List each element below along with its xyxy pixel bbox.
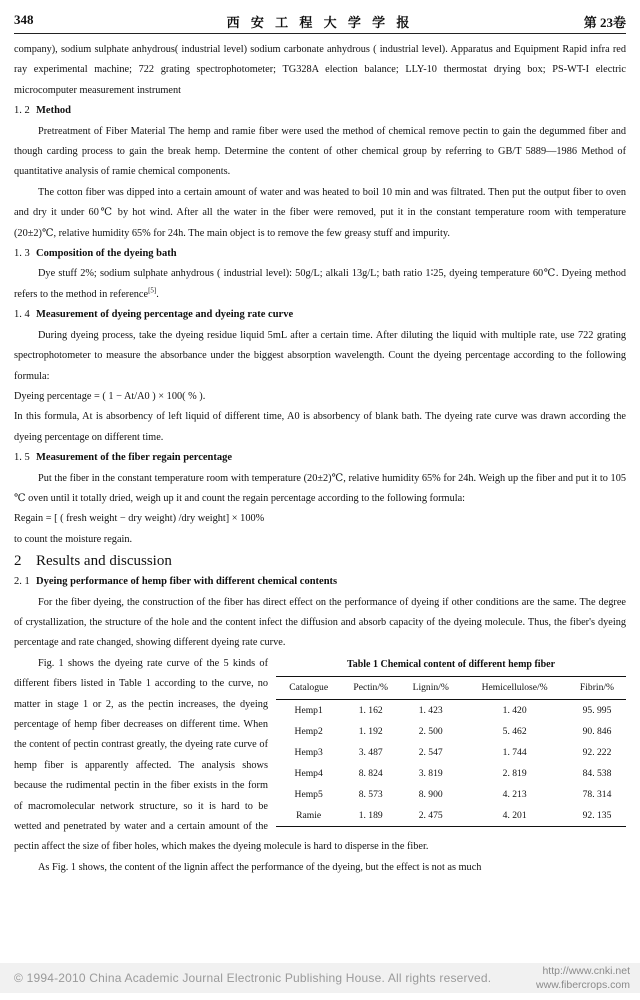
paragraph: Fig. 1 shows the dyeing rate curve of the 5 kinds of different fibers listed in Table 1 according to the curve, no matter in stage 1 or 2, as the pectin increases, the dyeing percentage of hemp fiber decreases on different time. When the content of pectin contrast greatly, the dyeing rate curve of hemp fiber is apparently affected. The analysis shows because the rudimental pectin in the fiber exists in the form of macromolecular network structure, so it is hard to be wetted and penetrated by water and a certain amount of the pectin affect the size of fiber holes, which makes the dyeing molecule is hard to disperse in the fiber. — [14, 657, 429, 853]
table-cell: Hemp5 — [294, 788, 323, 800]
table-cell: 3. 487 — [358, 746, 383, 758]
paragraph: As Fig. 1 shows, the content of the lignin affect the performance of the dyeing, but the effect is not as much — [38, 861, 482, 873]
section-heading-1-5 — [14, 448, 626, 468]
table-cell: 8. 900 — [418, 788, 443, 800]
paragraph: Put the fiber in the constant temperature room with temperature (20±2)℃, relative humidity 65% for 24h. Weigh up the fiber and put it to 105 ℃ oven until it totally dried, weigh up it and count the regain percentage according to the following formula: — [14, 472, 626, 504]
table-row — [276, 784, 626, 805]
section-number: 1. 5 — [14, 452, 30, 464]
table-cell: 4. 201 — [461, 805, 568, 827]
page-number: 348 — [14, 12, 34, 27]
table-cell: 95. 995 — [582, 704, 612, 716]
watermark-fibercrops[interactable]: www.fibercrops.com — [536, 979, 630, 991]
intro-paragraph: company), sodium sulphate anhydrous( industrial level) sodium carbonate anhydrous ( industrial level). Apparatus and Equipment Rapid infra red ray experimental machine; 722 grating spectrophotometer; TG328A election balance; LLY-10 thermostat drying box; PS-WT-I electric microcomputer measurement instrument — [14, 44, 626, 96]
header-rule — [14, 33, 626, 34]
section-title: Measurement of dyeing percentage and dyeing rate curve — [36, 309, 294, 321]
table-row — [276, 805, 626, 827]
table-cell: 2. 547 — [418, 746, 443, 758]
table-cell: 2. 819 — [502, 767, 527, 779]
table-cell: 4. 213 — [502, 788, 527, 800]
section-title: Results and discussion — [36, 553, 172, 570]
table-cell: 1. 744 — [502, 746, 527, 758]
copyright-notice: © 1994-2010 China Academic Journal Electronic Publishing House. All rights reserved. — [14, 971, 492, 985]
table-row — [276, 742, 626, 763]
paragraph: For the fiber dyeing, the construction of the fiber has direct effect on the performance of dyeing if other conditions are the same. The degree of crystallization, the structure of the hole and the content infect the diffusion and absorb capacity of the dyeing molecule. Thus, the fiber's dyeing percentage and rate changed, showing different dyeing rate curve. — [14, 596, 626, 649]
section-heading-2-1 — [14, 572, 626, 592]
reference-marker[interactable]: [5] — [148, 286, 157, 295]
table-cell: 1. 420 — [502, 704, 527, 716]
section-title: Composition of the dyeing bath — [36, 248, 177, 260]
journal-title: 西 安 工 程 大 学 学 报 — [226, 15, 414, 30]
table-cell: Hemp3 — [294, 746, 323, 758]
table-cell: 1. 423 — [418, 704, 443, 716]
section-title: Method — [36, 105, 71, 117]
table-cell: 78. 314 — [582, 788, 612, 800]
column-header: Hemicellulose/% — [461, 676, 568, 699]
column-header: Fibrin/% — [568, 676, 626, 699]
table-cell: 1. 192 — [358, 725, 383, 737]
running-header — [14, 12, 626, 32]
table-cell: Hemp4 — [294, 767, 323, 779]
dyeing-percentage-formula: Dyeing percentage = ( 1 − At/A0 ) × 100( % ). — [14, 390, 206, 402]
column-header: Catalogue — [276, 676, 341, 699]
paragraph-text: Dye stuff 2%; sodium sulphate anhydrous ( industrial level): 50g/L; alkali 13g/L; bath ratio 1∶25, dyeing temperature 60℃. Dyeing method refers to the method in reference — [14, 268, 626, 300]
chemical-content-table — [276, 676, 626, 827]
paragraph: In this formula, At is absorbency of left liquid of different time, A0 is absorbency of blank bath. The dyeing rate curve was drawn according the dyeing percentage on different time. — [14, 411, 626, 443]
table-cell: 84. 538 — [582, 767, 612, 779]
table-cell: 3. 819 — [418, 767, 443, 779]
paragraph: During dyeing process, take the dyeing residue liquid 5mL after a certain time. After diluting the liquid with multiple rate, use 722 grating spectrophotometer to measure the absorbance under the biggest absorption wavelength. Count the dyeing percentage according to the following formula: — [14, 329, 626, 382]
volume-label: 第 23卷 — [583, 15, 626, 30]
table-cell: 92. 135 — [568, 805, 626, 827]
paragraph: to count the moisture regain. — [14, 533, 133, 545]
section-number: 1. 3 — [14, 248, 30, 260]
section-heading-1-3 — [14, 244, 626, 264]
table-cell: 2. 475 — [400, 805, 461, 827]
table-row — [276, 699, 626, 721]
section-number: 2. 1 — [14, 576, 30, 588]
section-heading-2 — [14, 550, 626, 572]
column-header: Pectin/% — [341, 676, 400, 699]
section-heading-1-4 — [14, 305, 626, 325]
table-header-row — [276, 676, 626, 699]
table-cell: 92. 222 — [582, 746, 612, 758]
watermark-cnki[interactable]: http://www.cnki.net — [542, 965, 630, 977]
table-1 — [276, 656, 626, 827]
table-row — [276, 763, 626, 784]
copyright-footer — [0, 963, 640, 993]
watermark — [536, 964, 630, 992]
body-text — [14, 40, 626, 878]
table-cell: 1. 189 — [341, 805, 400, 827]
table-cell: 1. 162 — [358, 704, 383, 716]
table-cell: Ramie — [276, 805, 341, 827]
paragraph — [14, 264, 626, 305]
table-cell: 5. 462 — [502, 725, 527, 737]
section-number: 2 — [14, 553, 22, 570]
paragraph-end: . — [156, 288, 159, 300]
column-header: Lignin/% — [400, 676, 461, 699]
paragraph: Pretreatment of Fiber Material The hemp and ramie fiber were used the method of chemical remove pectin to gain the degummed fiber and though carding process to gain the break hemp. Determine the content of other chemical group by referring to GB/T 5889—1986 Method of quantitative analysis of ramie chemical components. — [14, 125, 626, 178]
regain-formula: Regain = [ ( fresh weight − dry weight) /dry weight] × 100% — [14, 513, 265, 525]
table-cell: 8. 824 — [358, 767, 383, 779]
section-heading-1-2 — [14, 101, 626, 121]
table-cell: Hemp2 — [294, 725, 323, 737]
section-title: Measurement of the fiber regain percentage — [36, 452, 233, 464]
table-cell: 2. 500 — [418, 725, 443, 737]
section-title: Dyeing performance of hemp fiber with different chemical contents — [36, 576, 338, 588]
section-number: 1. 4 — [14, 309, 30, 321]
table-cell: Hemp1 — [294, 704, 323, 716]
table-cell: 8. 573 — [358, 788, 383, 800]
section-number: 1. 2 — [14, 105, 30, 117]
table-row — [276, 721, 626, 742]
table-cell: 90. 846 — [582, 725, 612, 737]
table-caption: Table 1 Chemical content of different hemp fiber — [346, 658, 556, 670]
paragraph: The cotton fiber was dipped into a certain amount of water and was heated to boil 10 min and was filtrated. Then put the output fiber to oven and dry it under 60℃ by hot wind. After all the water in the fiber were removed, put it in the constant temperature room with temperature (20±2)℃, relative humidity 65% for 24h. The main object is to remove the few greasy stuff and impurity. — [14, 186, 626, 239]
